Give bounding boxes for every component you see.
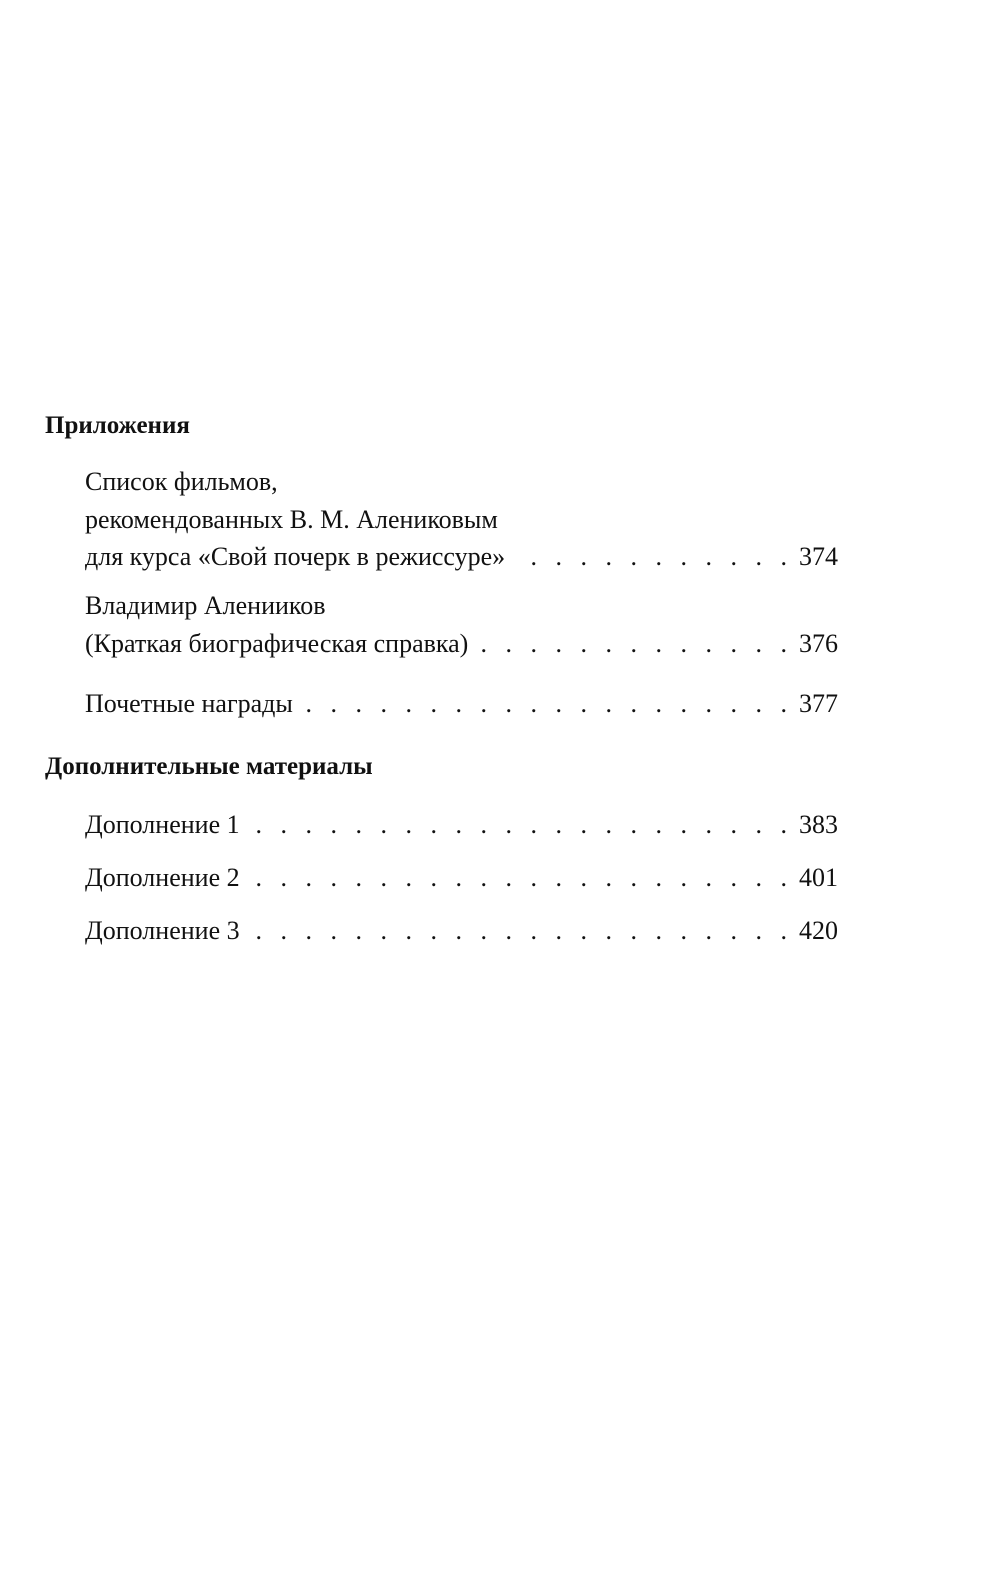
leader-dots [474, 625, 793, 663]
leader-dots [246, 912, 793, 950]
entry-line: Дополнение 1 [85, 810, 240, 839]
page-number: 377 [799, 689, 838, 718]
entry-line: Владимир Аленииков [85, 591, 326, 620]
page-number: 374 [799, 542, 838, 571]
section-heading-additional-materials: Дополнительные материалы [45, 753, 373, 780]
toc-entry-addendum-3[interactable] [85, 912, 838, 950]
toc-entry-awards[interactable] [85, 685, 838, 723]
leader-dots [246, 806, 793, 844]
leader-dots [246, 859, 793, 897]
entry-line: рекомендованных В. М. Алениковым [85, 504, 498, 534]
toc-entry-addendum-2[interactable] [85, 859, 838, 897]
section-heading-appendices: Приложения [45, 412, 190, 439]
entry-line: (Краткая биографическая справка) [85, 628, 469, 658]
toc-entry-biography[interactable] [85, 587, 838, 662]
leader-dots [511, 538, 793, 576]
page-number: 401 [799, 863, 838, 892]
toc-entry-film-list[interactable] [85, 463, 838, 576]
page-number: 420 [799, 916, 838, 945]
entry-line: Дополнение 2 [85, 863, 240, 892]
page-number: 383 [799, 810, 838, 839]
entry-line: Дополнение 3 [85, 916, 240, 945]
toc-entry-addendum-1[interactable] [85, 806, 838, 844]
page-number: 376 [799, 628, 838, 658]
leader-dots [299, 685, 793, 723]
entry-line: для курса «Свой почерк в режиссуре» [85, 542, 506, 571]
entry-line: Почетные награды [85, 689, 293, 718]
entry-line: Список фильмов, [85, 467, 278, 496]
